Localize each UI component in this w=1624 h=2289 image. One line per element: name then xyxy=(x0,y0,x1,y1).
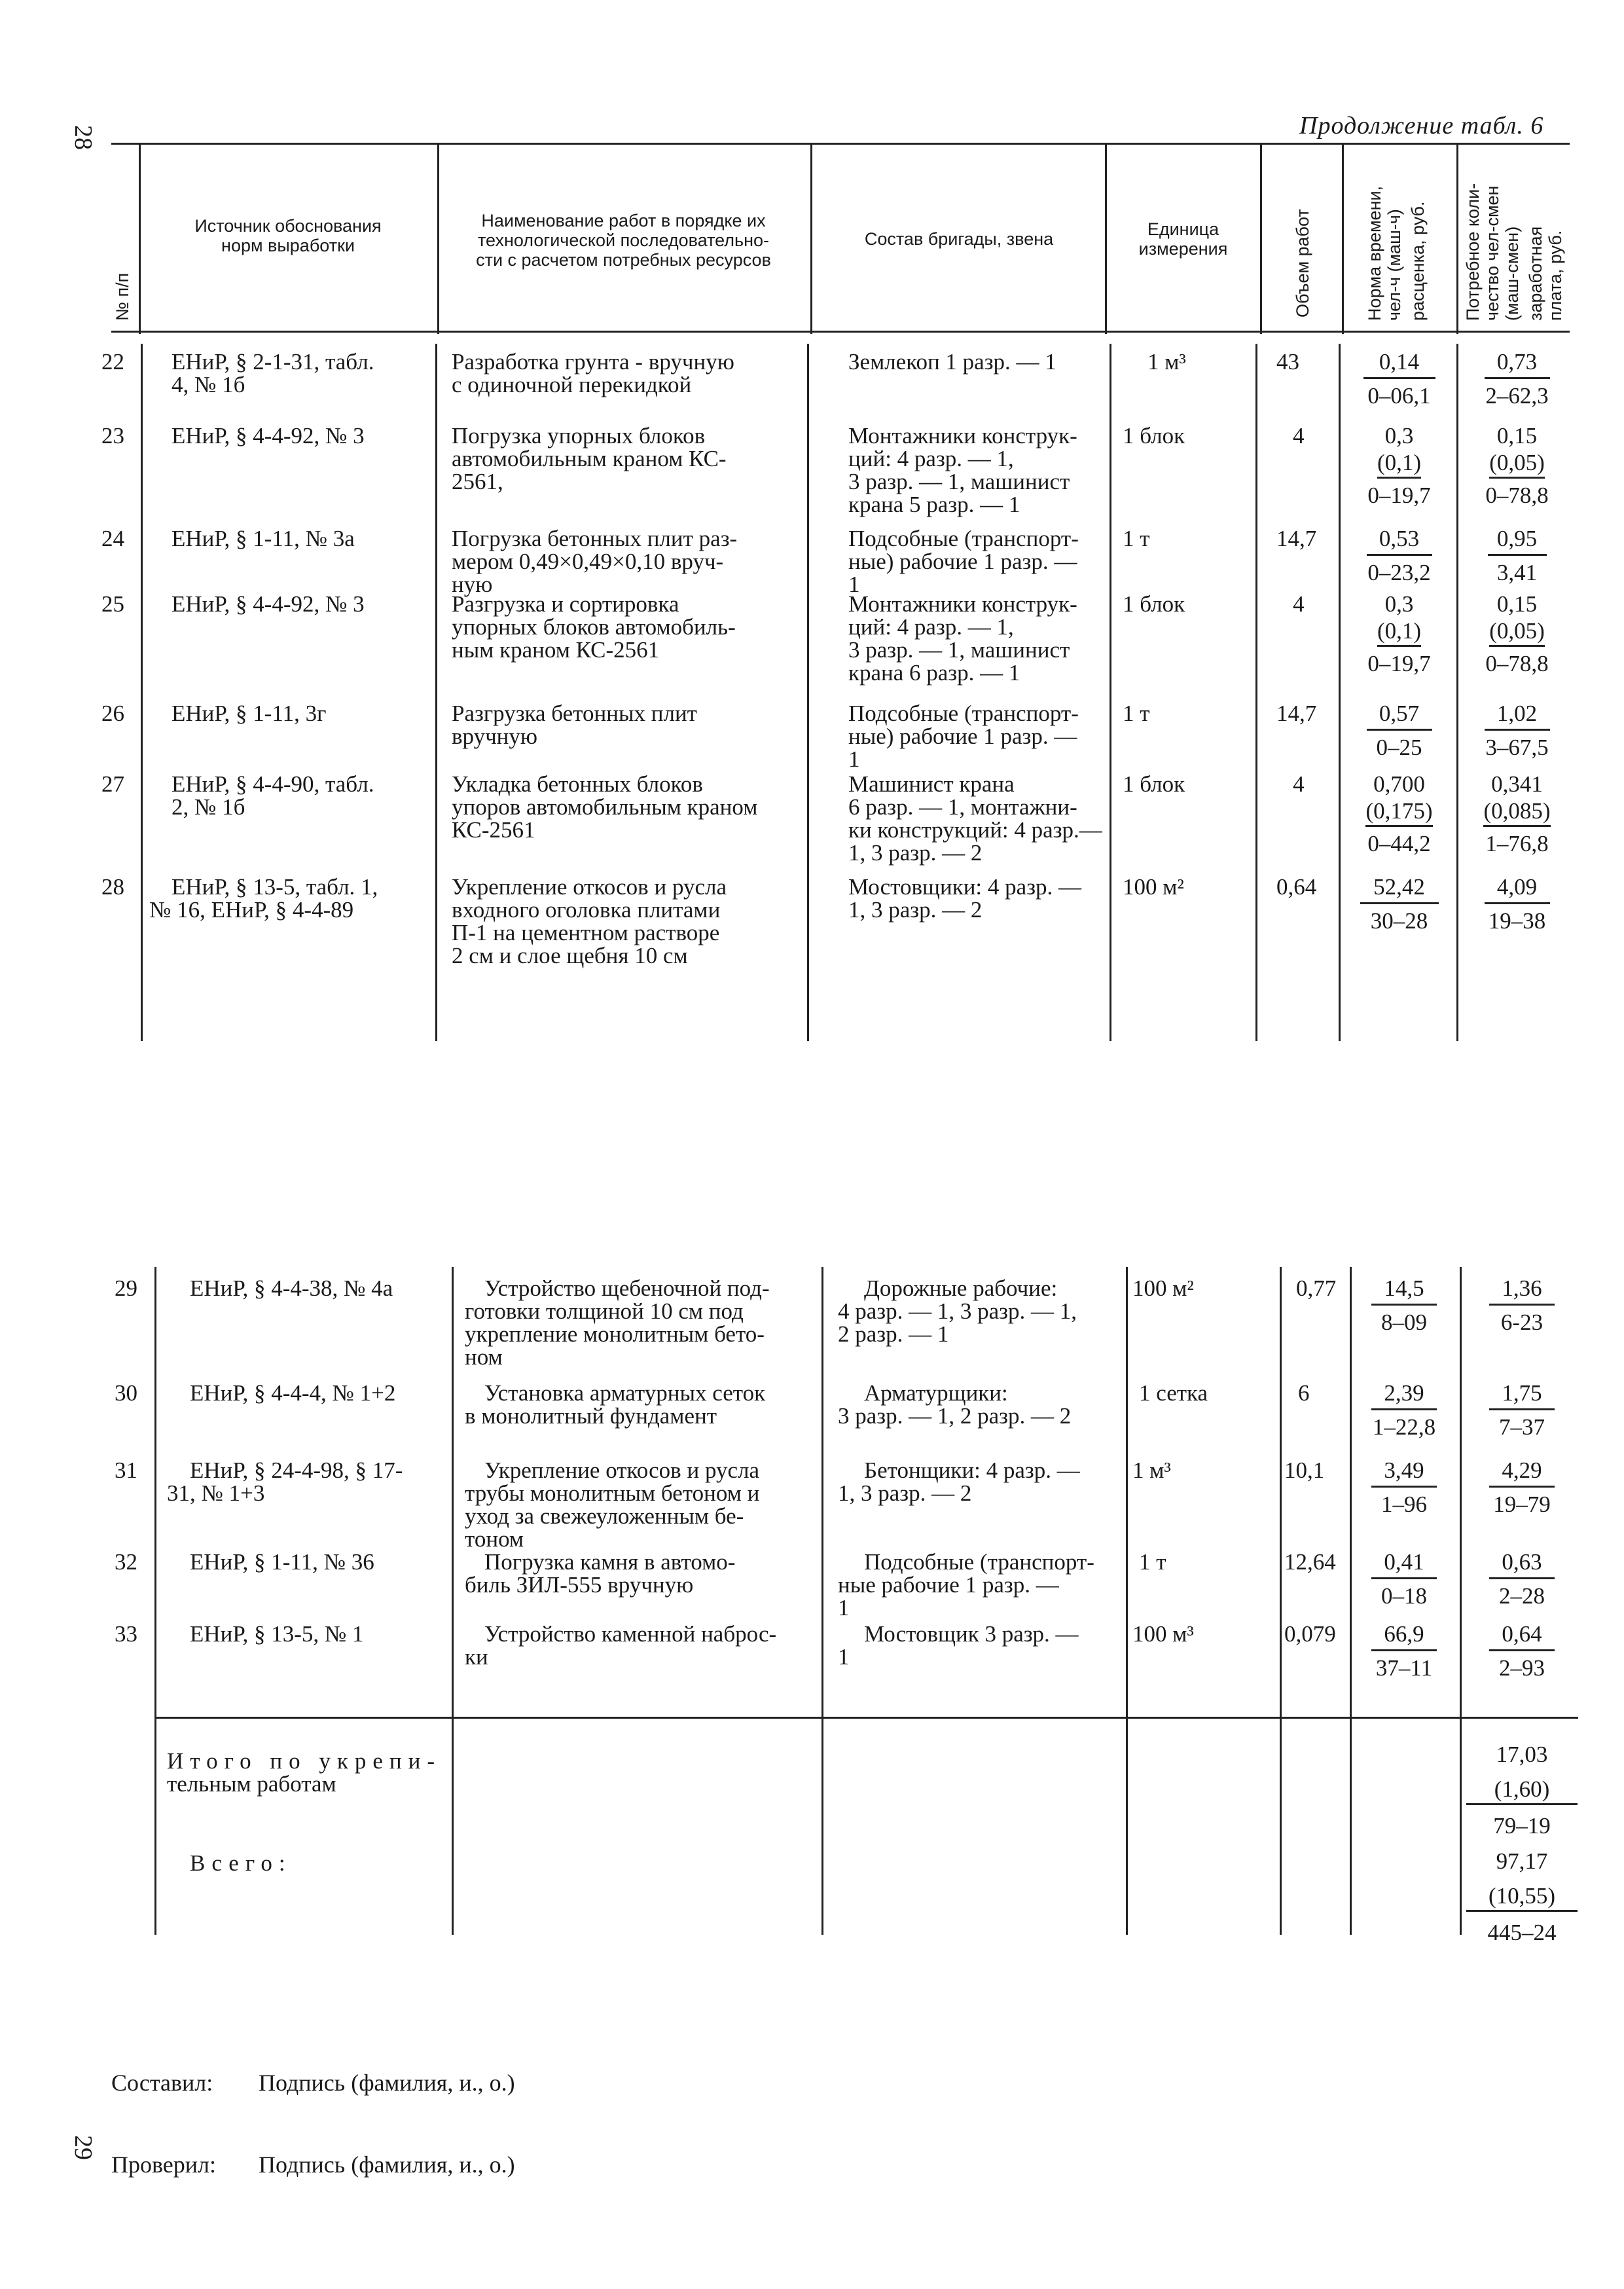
header-num: № п/п xyxy=(113,272,132,321)
header-work: Наименование работ в порядке их технологической последовательно- сти с расчетом потребных ресурсов xyxy=(476,211,771,270)
totals-reinforcement-label: Итого по укрепи- тельным работам xyxy=(167,1748,441,1797)
header-norm: Норма времени, чел-ч (маш-ч) расценка, руб. xyxy=(1365,185,1428,321)
table-continuation-caption: Продолжение табл. 6 xyxy=(1299,112,1544,139)
header-source: Источник обоснования норм выработки xyxy=(194,216,382,255)
top-page-number: 28 xyxy=(69,125,97,150)
header-volume: Объем работ xyxy=(1293,209,1312,318)
compiled-by-label: Составил: xyxy=(111,2070,213,2096)
header-unit: Единица измерения xyxy=(1138,219,1228,259)
totals-all-values: 97,17 (10,55) 445–24 xyxy=(1466,1850,1578,1944)
bottom-page-number: 29 xyxy=(69,2135,97,2160)
header-crew: Состав бригады, звена xyxy=(864,229,1054,249)
checked-by-label: Проверил: xyxy=(111,2152,216,2178)
totals-reinforcement-values: 17,03 (1,60) 79–19 xyxy=(1466,1743,1578,1837)
header-need: Потребное коли- чество чел-смен (маш-смен) заработная плата, руб. xyxy=(1463,183,1565,321)
checked-by-value: Подпись (фамилия, и., о.) xyxy=(259,2152,515,2178)
totals-all-label: Всего: xyxy=(190,1850,292,1876)
compiled-by-value: Подпись (фамилия, и., о.) xyxy=(259,2070,515,2096)
